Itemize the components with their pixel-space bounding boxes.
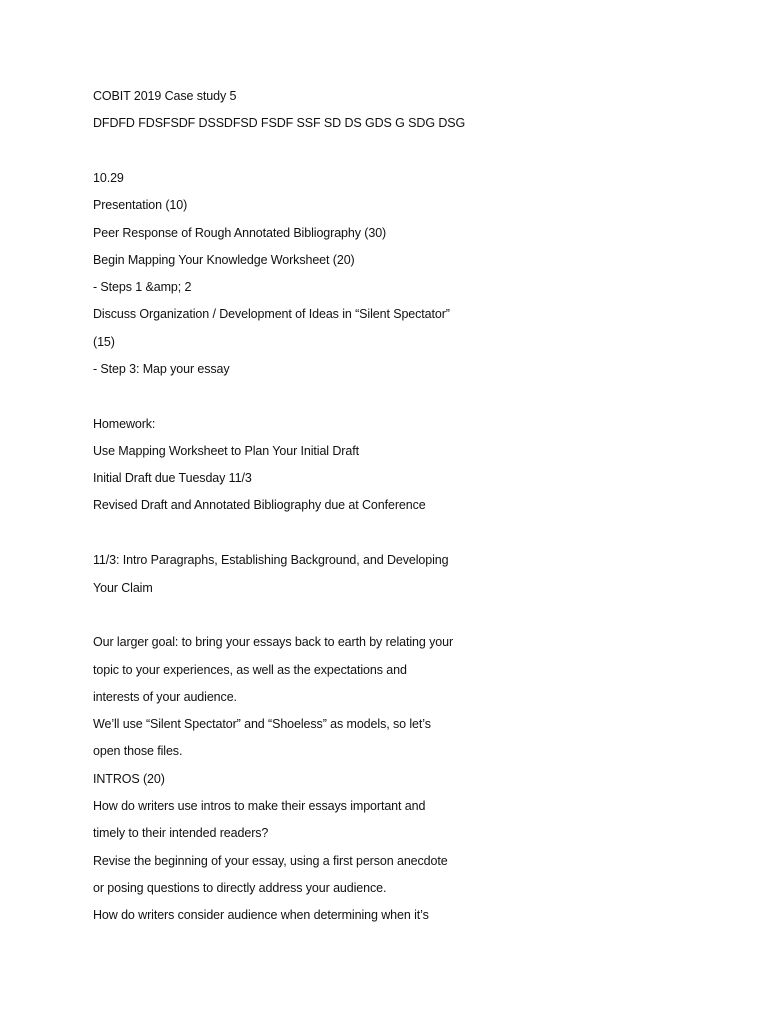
agenda-item: Peer Response of Rough Annotated Bibliography (30) [93,226,387,240]
paragraph-line: We’ll use “Silent Spectator” and “Shoeless” as models, so let’s [93,717,431,731]
paragraph-line: Revise the beginning of your essay, using a first person anecdote [93,854,448,868]
agenda-item-cont: (15) [93,335,115,349]
homework-item: Initial Draft due Tuesday 11/3 [93,471,252,485]
doc-subtitle: DFDFD FDSFSDF DSSDFSD FSDF SSF SD DS GDS G SDG DSG [93,116,466,130]
agenda-item: Discuss Organization / Development of Ideas in “Silent Spectator” [93,307,450,321]
section-heading-cont: Your Claim [93,581,153,595]
paragraph-line: topic to your experiences, as well as the expectations and [93,663,407,677]
paragraph-line: How do writers consider audience when determining when it’s [93,908,429,922]
homework-heading: Homework: [93,417,156,431]
homework-item: Revised Draft and Annotated Bibliography due at Conference [93,498,426,512]
agenda-subitem: - Steps 1 &amp; 2 [93,280,192,294]
paragraph-line: open those files. [93,744,183,758]
section-heading: 11/3: Intro Paragraphs, Establishing Background, and Developing [93,553,449,567]
paragraph-line: or posing questions to directly address your audience. [93,881,387,895]
paragraph-line: Our larger goal: to bring your essays back to earth by relating your [93,635,454,649]
agenda-subitem: - Step 3: Map your essay [93,362,230,376]
paragraph-line: interests of your audience. [93,690,237,704]
paragraph-line: timely to their intended readers? [93,826,269,840]
date-heading: 10.29 [93,171,124,185]
doc-title: COBIT 2019 Case study 5 [93,89,237,103]
homework-item: Use Mapping Worksheet to Plan Your Initial Draft [93,444,359,458]
agenda-item: Begin Mapping Your Knowledge Worksheet (20) [93,253,355,267]
paragraph-line: How do writers use intros to make their essays important and [93,799,426,813]
intros-heading: INTROS (20) [93,772,165,786]
agenda-item: Presentation (10) [93,198,188,212]
